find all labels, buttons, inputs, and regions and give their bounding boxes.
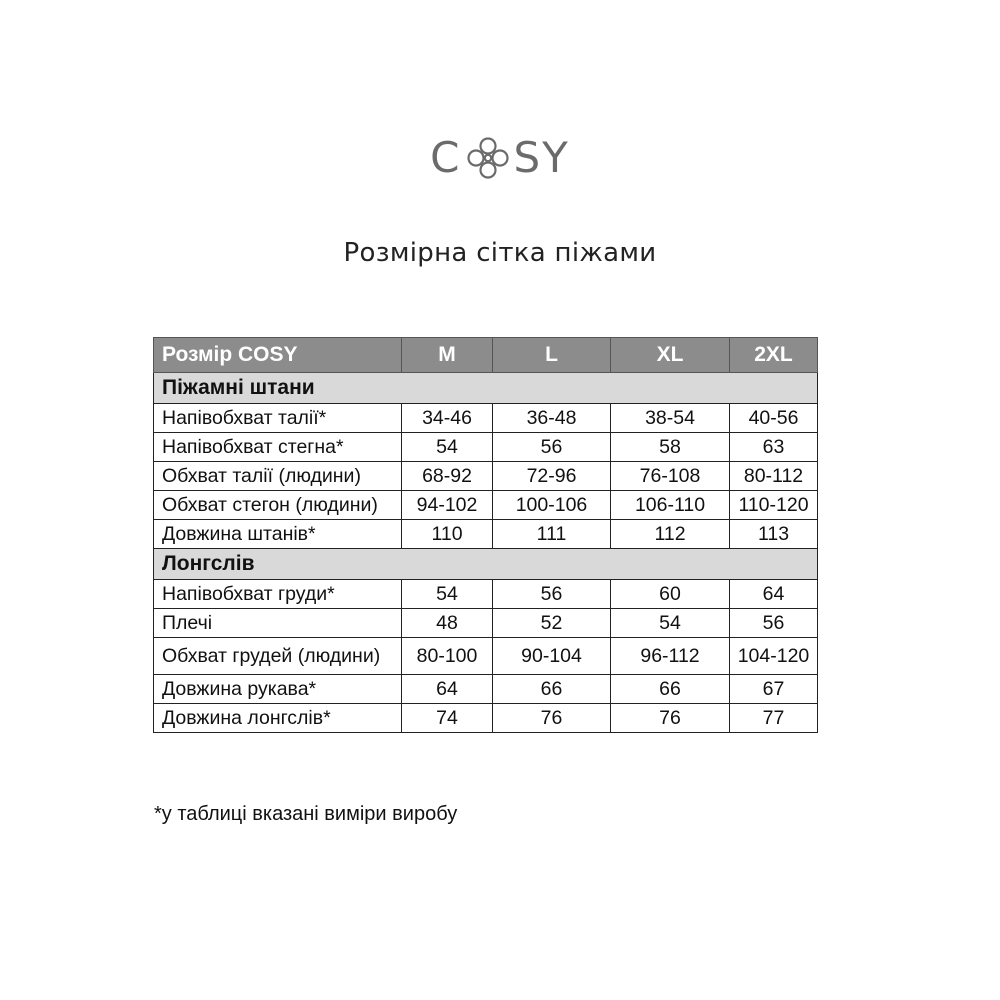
cell-l: 100-106 — [493, 491, 611, 520]
logo-letters-sy: SY — [513, 133, 570, 182]
table-row — [154, 675, 818, 704]
row-label: Довжина лонгслів* — [154, 704, 402, 733]
cell-m: 54 — [402, 580, 493, 609]
cell-m: 48 — [402, 609, 493, 638]
cell-2xl: 63 — [730, 433, 818, 462]
row-label: Напівобхват стегна* — [154, 433, 402, 462]
row-label: Плечі — [154, 609, 402, 638]
cell-2xl: 67 — [730, 675, 818, 704]
table-row — [154, 580, 818, 609]
size-chart-table — [153, 337, 818, 733]
page-title: Розмірна сітка піжами — [343, 238, 657, 268]
row-label: Обхват стегон (людини) — [154, 491, 402, 520]
table-row — [154, 638, 818, 675]
table-row — [154, 462, 818, 491]
header-size-2xl: 2XL — [730, 338, 818, 373]
cell-l: 72-96 — [493, 462, 611, 491]
cell-xl: 54 — [611, 609, 730, 638]
cell-xl: 106-110 — [611, 491, 730, 520]
cell-l: 52 — [493, 609, 611, 638]
cell-xl: 38-54 — [611, 404, 730, 433]
cell-m: 54 — [402, 433, 493, 462]
row-label: Довжина рукава* — [154, 675, 402, 704]
table-row — [154, 609, 818, 638]
footnote: *у таблиці вказані виміри виробу — [154, 803, 458, 825]
cell-l: 111 — [493, 520, 611, 549]
table-header-row — [154, 338, 818, 373]
cell-l: 56 — [493, 580, 611, 609]
row-label: Обхват грудей (людини) — [154, 638, 402, 675]
header-size-m: M — [402, 338, 493, 373]
cell-xl: 112 — [611, 520, 730, 549]
table-row — [154, 433, 818, 462]
section-title: Піжамні штани — [154, 373, 818, 404]
cell-m: 94-102 — [402, 491, 493, 520]
cell-xl: 76-108 — [611, 462, 730, 491]
cell-2xl: 77 — [730, 704, 818, 733]
cell-m: 64 — [402, 675, 493, 704]
cell-2xl: 56 — [730, 609, 818, 638]
cell-m: 68-92 — [402, 462, 493, 491]
logo-letter-c: C — [430, 133, 462, 182]
cell-xl: 60 — [611, 580, 730, 609]
header-size-label: Розмір COSY — [154, 338, 402, 373]
header-size-l: L — [493, 338, 611, 373]
cell-m: 74 — [402, 704, 493, 733]
cell-2xl: 80-112 — [730, 462, 818, 491]
cell-2xl: 104-120 — [730, 638, 818, 675]
section-row-pants — [154, 373, 818, 404]
cell-2xl: 110-120 — [730, 491, 818, 520]
header-size-xl: XL — [611, 338, 730, 373]
cell-xl: 58 — [611, 433, 730, 462]
cell-2xl: 64 — [730, 580, 818, 609]
cell-xl: 76 — [611, 704, 730, 733]
cell-xl: 96-112 — [611, 638, 730, 675]
cell-l: 36-48 — [493, 404, 611, 433]
table-row — [154, 704, 818, 733]
cell-l: 66 — [493, 675, 611, 704]
row-label: Довжина штанів* — [154, 520, 402, 549]
cell-2xl: 113 — [730, 520, 818, 549]
cell-m: 80-100 — [402, 638, 493, 675]
cell-2xl: 40-56 — [730, 404, 818, 433]
table-row — [154, 491, 818, 520]
cell-m: 110 — [402, 520, 493, 549]
cell-l: 90-104 — [493, 638, 611, 675]
table-row — [154, 404, 818, 433]
cell-m: 34-46 — [402, 404, 493, 433]
row-label: Обхват талії (людини) — [154, 462, 402, 491]
cell-l: 76 — [493, 704, 611, 733]
table-row — [154, 520, 818, 549]
row-label: Напівобхват талії* — [154, 404, 402, 433]
flower-icon — [463, 133, 513, 183]
brand-logo — [0, 128, 1000, 188]
section-row-longsleeve — [154, 549, 818, 580]
cell-l: 56 — [493, 433, 611, 462]
row-label: Напівобхват груди* — [154, 580, 402, 609]
section-title: Лонгслів — [154, 549, 818, 580]
cell-xl: 66 — [611, 675, 730, 704]
